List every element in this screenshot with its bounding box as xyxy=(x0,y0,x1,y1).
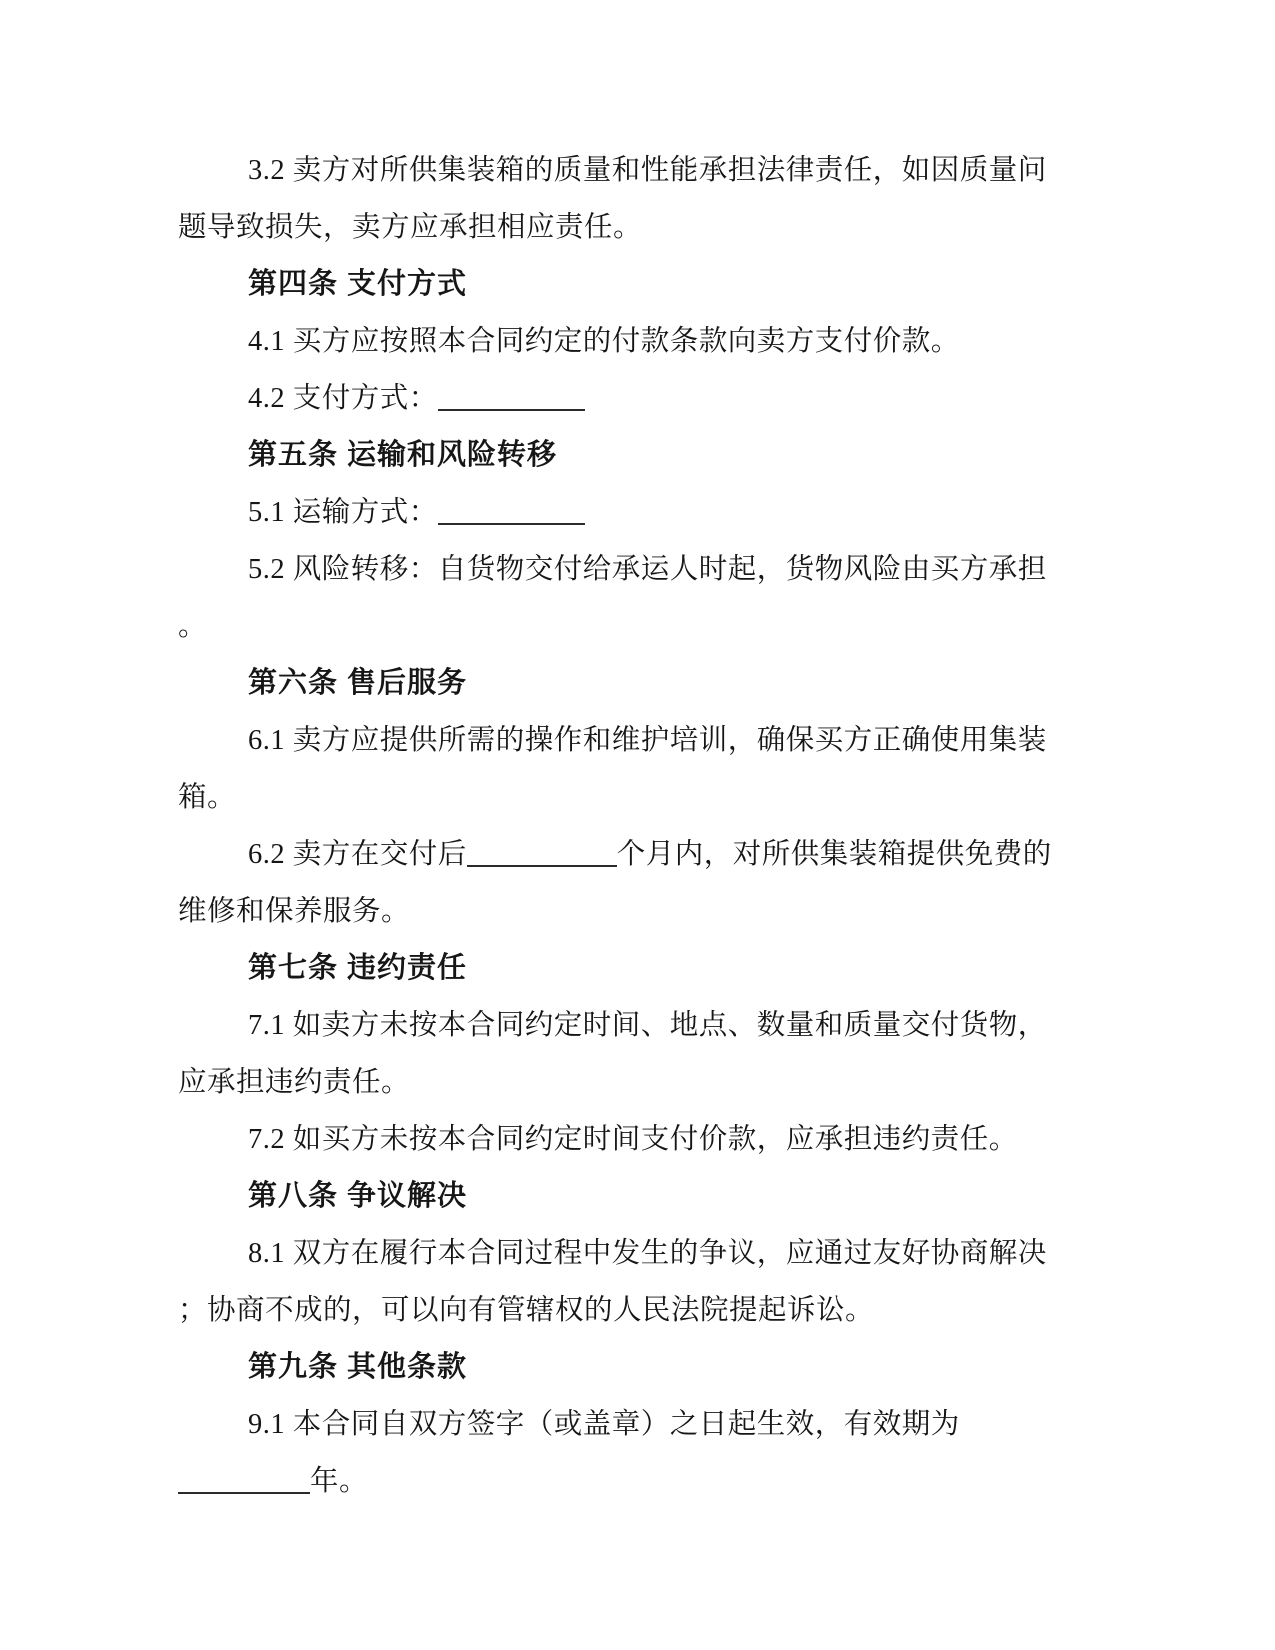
blank-underline xyxy=(467,835,617,867)
text-segment: 。 xyxy=(178,611,208,642)
text-segment: 5.1 运输方式： xyxy=(248,497,438,528)
text-segment: 第七条 违约责任 xyxy=(248,952,468,984)
text-segment: 第四条 支付方式 xyxy=(248,268,468,300)
contract-text-line xyxy=(178,1111,1038,1168)
contract-text-line xyxy=(178,1453,1038,1510)
text-segment: 5.2 风险转移：自货物交付给承运人时起，货物风险由买方承担 xyxy=(248,554,1047,585)
contract-text-line xyxy=(178,712,1047,769)
text-segment: 第九条 其他条款 xyxy=(248,1351,468,1383)
text-segment: ；协商不成的，可以向有管辖权的人民法院提起诉讼。 xyxy=(178,1295,875,1326)
text-segment: 3.2 卖方对所供集装箱的质量和性能承担法律责任，如因质量问 xyxy=(248,155,1047,186)
contract-text-line xyxy=(178,541,1047,598)
section-heading xyxy=(178,940,1038,997)
text-segment: 年。 xyxy=(310,1466,369,1497)
text-segment: 第六条 售后服务 xyxy=(248,667,468,699)
contract-text-line xyxy=(178,598,1038,655)
contract-text-line xyxy=(178,1396,1038,1453)
section-heading xyxy=(178,1168,1038,1225)
contract-text-line xyxy=(178,826,1052,883)
blank-underline xyxy=(438,493,585,525)
document-body xyxy=(178,142,1052,1510)
contract-text-line xyxy=(178,142,1047,199)
text-segment: 题导致损失，卖方应承担相应责任。 xyxy=(178,212,643,243)
blank-underline xyxy=(178,1462,310,1494)
contract-text-line xyxy=(178,1282,1038,1339)
contract-text-line xyxy=(178,769,1038,826)
section-heading xyxy=(178,1339,1038,1396)
text-segment: 维修和保养服务。 xyxy=(178,896,411,927)
section-heading xyxy=(178,256,1038,313)
text-segment: 6.1 卖方应提供所需的操作和维护培训，确保买方正确使用集装 xyxy=(248,725,1047,756)
contract-text-line xyxy=(178,1054,1038,1111)
text-segment: 7.1 如卖方未按本合同约定时间、地点、数量和质量交付货物， xyxy=(248,1010,1047,1041)
text-segment: 第八条 争议解决 xyxy=(248,1180,468,1212)
contract-text-line xyxy=(178,997,1047,1054)
text-segment: 4.1 买方应按照本合同约定的付款条款向卖方支付价款。 xyxy=(248,326,960,357)
section-heading xyxy=(178,427,1038,484)
contract-text-line xyxy=(178,370,1038,427)
text-segment: 个月内，对所供集装箱提供免费的 xyxy=(616,839,1052,870)
text-segment: 8.1 双方在履行本合同过程中发生的争议，应通过友好协商解决 xyxy=(248,1238,1047,1269)
text-segment: 4.2 支付方式： xyxy=(248,383,438,414)
section-heading xyxy=(178,655,1038,712)
text-segment: 第五条 运输和风险转移 xyxy=(248,439,558,471)
text-segment: 9.1 本合同自双方签字（或盖章）之日起生效，有效期为 xyxy=(248,1409,960,1440)
contract-text-line xyxy=(178,883,1038,940)
text-segment: 应承担违约责任。 xyxy=(178,1067,411,1098)
text-segment: 6.2 卖方在交付后 xyxy=(248,839,467,870)
contract-text-line xyxy=(178,1225,1047,1282)
blank-underline xyxy=(438,379,585,411)
contract-text-line xyxy=(178,199,1038,256)
contract-text-line xyxy=(178,313,1038,370)
text-segment: 7.2 如买方未按本合同约定时间支付价款，应承担违约责任。 xyxy=(248,1124,1018,1155)
contract-text-line xyxy=(178,484,1038,541)
text-segment: 箱。 xyxy=(178,782,237,813)
